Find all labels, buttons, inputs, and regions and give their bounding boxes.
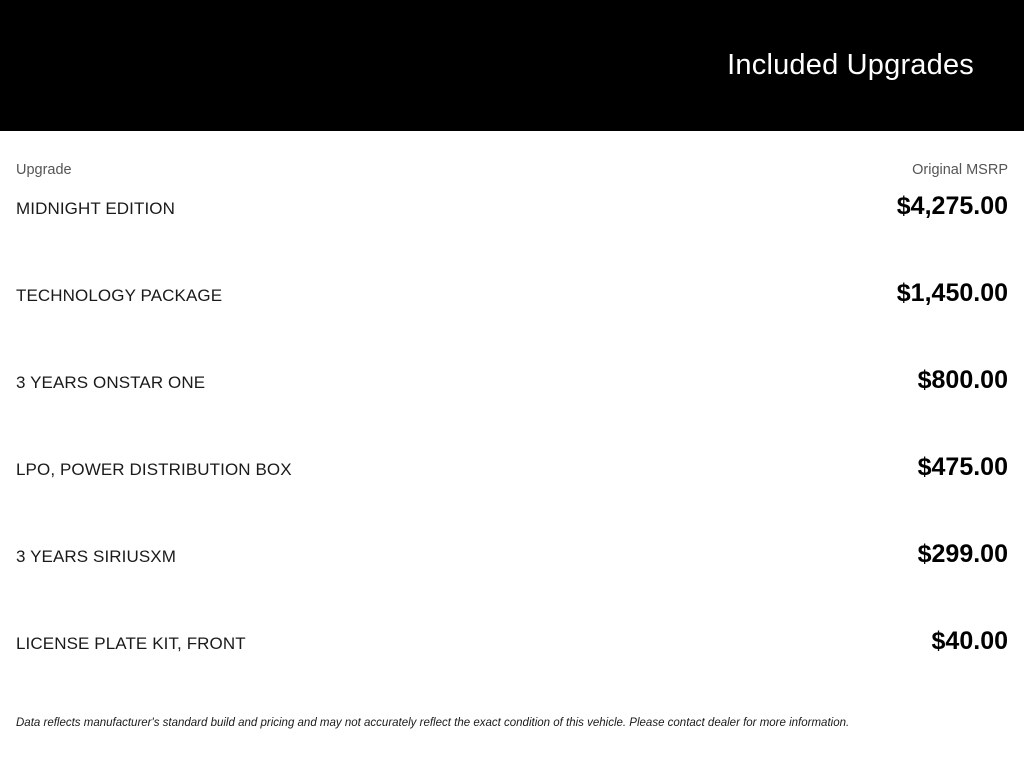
- upgrade-price: $800.00: [917, 366, 1008, 394]
- table-row: [16, 279, 1008, 366]
- disclaimer-text: Data reflects manufacturer's standard build and pricing and may not accurately reflect the exact condition of this vehicle. Please contact dealer for more information.: [16, 717, 850, 729]
- page-header: [0, 0, 1024, 131]
- upgrade-name: 3 YEARS SIRIUSXM: [16, 547, 177, 566]
- table-row: [16, 366, 1008, 453]
- column-header-upgrade: Upgrade: [16, 162, 72, 178]
- upgrade-name: 3 YEARS ONSTAR ONE: [16, 373, 206, 392]
- upgrade-price: $475.00: [917, 453, 1008, 481]
- upgrade-name: LPO, POWER DISTRIBUTION BOX: [16, 460, 292, 479]
- upgrade-price: $299.00: [917, 540, 1008, 568]
- table-row: [16, 627, 1008, 714]
- table-body: [16, 192, 1008, 714]
- upgrade-name: LICENSE PLATE KIT, FRONT: [16, 634, 246, 653]
- upgrade-name: TECHNOLOGY PACKAGE: [16, 286, 223, 305]
- upgrade-price: $1,450.00: [896, 279, 1008, 307]
- upgrade-name: MIDNIGHT EDITION: [16, 199, 176, 218]
- upgrade-price: $40.00: [931, 627, 1008, 655]
- upgrades-table: [0, 131, 1024, 768]
- page-title: Included Upgrades: [727, 49, 974, 81]
- table-row: [16, 192, 1008, 279]
- table-header-row: [16, 162, 1008, 178]
- table-row: [16, 540, 1008, 627]
- upgrade-price: $4,275.00: [896, 192, 1008, 220]
- column-header-original-msrp: Original MSRP: [912, 162, 1008, 178]
- table-row: [16, 453, 1008, 540]
